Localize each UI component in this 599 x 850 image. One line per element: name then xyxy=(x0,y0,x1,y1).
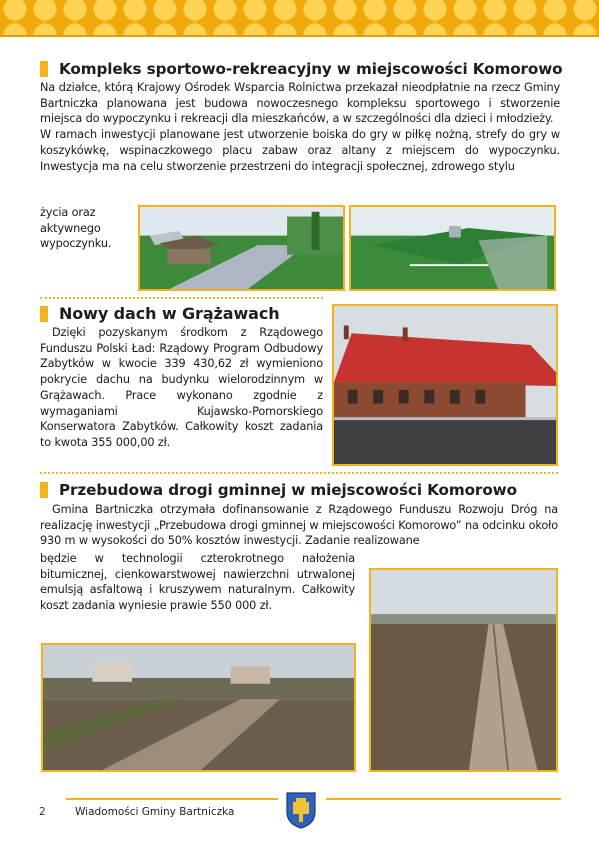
paragraph-text: W ramach inwestycji planowane jest utworzenie boiska do gry w piłkę nożną, strefy do gry w koszykówkę, wspinaczkowego placu zabaw oraz altany z miejscem do wypoczynku. Inwestycja ma na celu stworzenie przestrzeni do integracji społecznej, zdrowego stylu xyxy=(40,128,560,173)
sports-complex-render-2 xyxy=(349,205,556,291)
paragraph-text: życia oraz aktywnego wypoczynku. xyxy=(40,206,112,251)
sports-complex-render-1 xyxy=(138,205,345,291)
section-heading-droga xyxy=(40,481,517,499)
heading-text: Przebudowa drogi gminnej w miejscowości Komorowo xyxy=(59,481,517,499)
bartniczka-coat-of-arms-icon xyxy=(284,790,318,830)
komorowo-road-photo-1 xyxy=(41,643,356,772)
section-divider xyxy=(40,297,323,299)
heading-marker xyxy=(40,482,48,498)
paragraph-text: Dzięki pozyskanym środkom z Rządowego Funduszu Polski Ład: Rządowy Program Odbudowy Zabytków w kwocie 339 430,62 zł wymieniono pokrycie dachu na budynku wielorodzinnym w Grążawach. Prace wykonano zgodnie z wymaganiami Kujawsko-Pomorskiego Konserwatora Zabytków. Całkowity koszt zadania to kwota 355 000,00 zł. xyxy=(40,326,323,449)
heading-text: Kompleks sportowo-rekreacyjny w miejscowości Komorowo xyxy=(59,60,563,78)
paragraph-text: Na działce, którą Krajowy Ośrodek Wsparcia Rolnictwa przekazał nieodpłatnie na rzecz Gminy Bartniczka planowana jest budowa nowoczesnego kompleksu sportowego i stworzenie miejsca do wypoczynku i rekreacji dla mieszkańców, a w szczególności dla dzieci i młodzieży. xyxy=(40,81,560,126)
grazawy-roof-photo xyxy=(332,304,558,466)
heading-text: Nowy dach w Grążawach xyxy=(59,304,280,323)
heading-marker xyxy=(40,61,48,77)
section-3-paragraph-2 xyxy=(40,551,355,614)
section-1-paragraph-1 xyxy=(40,80,560,174)
page-number: 2 xyxy=(39,806,46,818)
section-1-paragraph-2 xyxy=(40,205,132,252)
section-2-paragraph xyxy=(40,325,323,451)
honeycomb-header-band xyxy=(0,0,599,37)
footer-rule-right xyxy=(326,798,561,800)
paragraph-text: Gmina Bartniczka otrzymała dofinansowanie z Rządowego Funduszu Rozwoju Dróg na realizację inwestycji „Przebudowa drogi gminnej w miejscowości Komorowo” na odcinku około 930 m w wysokości do 50% kosztów inwestycji. Zadanie realizowane xyxy=(40,503,558,548)
heading-marker xyxy=(40,306,48,322)
section-divider xyxy=(40,472,558,474)
section-3-paragraph-1 xyxy=(40,502,558,549)
footer-rule-left xyxy=(66,798,278,800)
section-heading-kompleks xyxy=(40,60,563,78)
paragraph-text: będzie w technologii czterokrotnego nałożenia bitumicznej, cienkowarstwowej nawierzchni utrwalonej emulsją asfaltową i kruszywem naturalnym. Całkowity koszt zadania wyniesie prawie 550 000 zł. xyxy=(40,552,355,613)
section-heading-dach xyxy=(40,304,280,323)
footer-publication-title: Wiadomości Gminy Bartniczka xyxy=(75,806,235,818)
komorowo-road-photo-2 xyxy=(369,568,558,772)
